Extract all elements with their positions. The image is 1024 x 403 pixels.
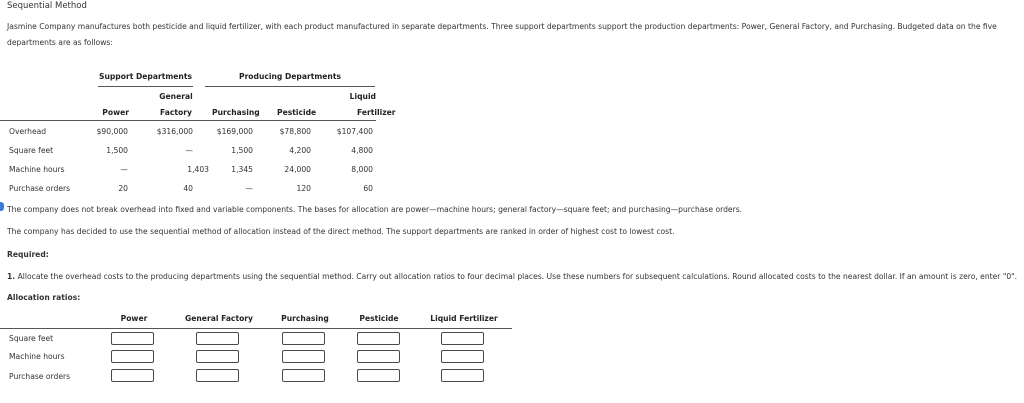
ratio-col-pesticide: Pesticide	[359, 314, 399, 323]
table-cell: $90,000	[96, 127, 128, 136]
ratio-input-machine-hours-general-factory[interactable]	[196, 350, 239, 363]
ratio-input-purchase-orders-liquid-fertilizer[interactable]	[441, 369, 484, 382]
ratio-row-purchase-orders: Purchase orders	[9, 372, 71, 381]
ratio-input-purchase-orders-power[interactable]	[111, 369, 154, 382]
ratio-input-purchase-orders-purchasing[interactable]	[282, 369, 325, 382]
ratio-input-square-feet-general-factory[interactable]	[196, 332, 239, 345]
ratio-input-square-feet-power[interactable]	[111, 332, 154, 345]
table-cell: 8,000	[351, 165, 373, 174]
col-general-factory-line2: Factory	[160, 108, 192, 117]
ratio-input-square-feet-pesticide[interactable]	[357, 332, 400, 345]
ratio-input-purchase-orders-pesticide[interactable]	[357, 369, 400, 382]
intro-text-line-1: Jasmine Company manufactures both pesticide and liquid fertilizer, with each product manufactured in separate departments. Three support departments support the production departments: Power, General Factory, and Purchasing. Budgeted data on the five	[7, 22, 997, 31]
table-cell: —	[185, 146, 193, 155]
table-cell: $78,800	[279, 127, 311, 136]
table-cell: 120	[296, 184, 311, 193]
row-label-purchase-orders: Purchase orders	[9, 184, 71, 193]
requirement-1-number: 1.	[7, 272, 16, 281]
header-bottom-rule	[0, 120, 376, 121]
col-liquid-fertilizer-line2: Fertilizer	[357, 108, 396, 117]
table-cell: 4,200	[289, 146, 311, 155]
row-label-overhead: Overhead	[9, 127, 47, 136]
table-cell: 40	[183, 184, 193, 193]
ratio-col-liquid-fertilizer: Liquid Fertilizer	[430, 314, 498, 323]
allocation-ratios-label: Allocation ratios:	[7, 293, 81, 302]
sequential-method-text: The company has decided to use the sequential method of allocation instead of the direct method. The support departments are ranked in order of highest cost to lowest cost.	[7, 227, 675, 236]
row-label-machine-hours: Machine hours	[9, 165, 65, 174]
col-power: Power	[102, 108, 129, 117]
table-cell: $316,000	[156, 127, 193, 136]
col-general-factory-line1: General	[159, 92, 193, 101]
ratio-input-square-feet-liquid-fertilizer[interactable]	[441, 332, 484, 345]
support-group-rule	[98, 86, 193, 87]
table-cell: 1,500	[231, 146, 253, 155]
table-cell: $107,400	[336, 127, 373, 136]
ratio-col-power: Power	[120, 314, 148, 323]
table-cell: 24,000	[284, 165, 311, 174]
ratio-input-machine-hours-power[interactable]	[111, 350, 154, 363]
producing-departments-header: Producing Departments	[239, 72, 341, 81]
producing-group-rule	[205, 86, 375, 87]
col-purchasing: Purchasing	[212, 108, 260, 117]
table-cell: 1,403	[187, 165, 209, 174]
question-marker	[0, 202, 4, 211]
ratio-input-machine-hours-liquid-fertilizer[interactable]	[441, 350, 484, 363]
table-cell: 1,345	[231, 165, 253, 174]
bases-text: The company does not break overhead into fixed and variable components. The bases for allocation are power—machine hours; general factory—square feet; and purchasing—purchase orders.	[7, 205, 743, 214]
ratio-input-square-feet-purchasing[interactable]	[282, 332, 325, 345]
table-cell: —	[245, 184, 253, 193]
ratio-row-machine-hours: Machine hours	[9, 352, 65, 361]
ratio-col-general-factory: General Factory	[185, 314, 253, 323]
page-title: Sequential Method	[7, 1, 87, 11]
table-cell: $169,000	[216, 127, 253, 136]
required-label: Required:	[7, 250, 49, 259]
table-cell: 1,500	[106, 146, 128, 155]
ratio-col-purchasing: Purchasing	[281, 314, 329, 323]
row-label-square-feet: Square feet	[9, 146, 54, 155]
ratio-input-purchase-orders-general-factory[interactable]	[196, 369, 239, 382]
table-cell: —	[120, 165, 128, 174]
ratio-header-rule	[0, 328, 512, 329]
requirement-1-text: Allocate the overhead costs to the producing departments using the sequential method. Carry out allocation ratios to four decimal places. Use these numbers for subsequent calculations. Round allocated costs to the nearest dollar. If an amount is zero, enter "0".	[17, 272, 1018, 281]
ratio-row-square-feet: Square feet	[9, 334, 54, 343]
col-liquid-fertilizer-line1: Liquid	[349, 92, 376, 101]
ratio-input-machine-hours-pesticide[interactable]	[357, 350, 400, 363]
requirement-1	[7, 272, 1017, 281]
table-cell: 60	[363, 184, 373, 193]
support-departments-header: Support Departments	[99, 72, 192, 81]
table-cell: 20	[118, 184, 128, 193]
col-pesticide: Pesticide	[277, 108, 317, 117]
intro-text-line-2: departments are as follows:	[7, 38, 113, 47]
table-cell: 4,800	[351, 146, 373, 155]
ratio-input-machine-hours-purchasing[interactable]	[282, 350, 325, 363]
